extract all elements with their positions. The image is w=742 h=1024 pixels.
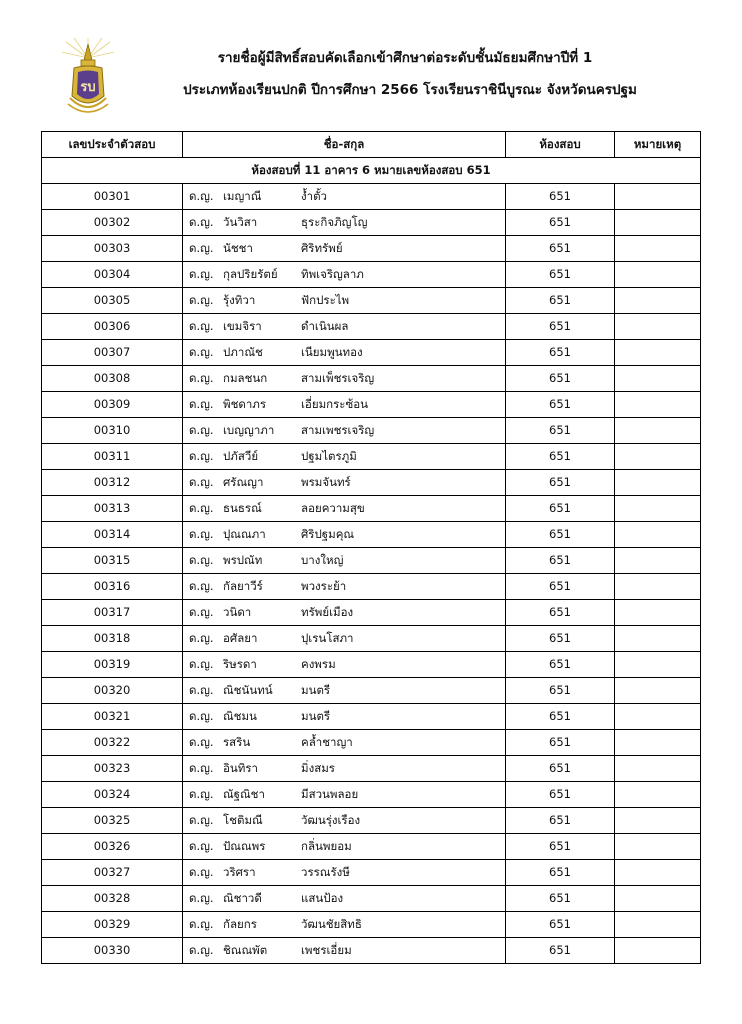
exam-id-cell: 00306 <box>42 314 183 340</box>
last-name: ทรัพย์เมือง <box>301 605 354 619</box>
exam-id-cell: 00323 <box>42 756 183 782</box>
name-prefix: ด.ญ. <box>189 683 214 697</box>
note-cell <box>615 470 701 496</box>
last-name: ลอยความสุข <box>301 501 365 515</box>
table-row <box>42 912 701 938</box>
table-row <box>42 236 701 262</box>
name-cell <box>183 860 506 886</box>
exam-id-cell: 00305 <box>42 288 183 314</box>
name-prefix: ด.ญ. <box>189 293 214 307</box>
table-row <box>42 652 701 678</box>
table-row <box>42 522 701 548</box>
exam-id-cell: 00317 <box>42 600 183 626</box>
table-row <box>42 340 701 366</box>
last-name: ปฐมไตรภูมิ <box>301 449 357 463</box>
table-row <box>42 548 701 574</box>
note-cell <box>615 938 701 964</box>
column-header-exam-id: เลขประจำตัวสอบ <box>42 132 183 158</box>
name-prefix: ด.ญ. <box>189 631 214 645</box>
last-name: ศิริทรัพย์ <box>301 241 343 255</box>
note-cell <box>615 730 701 756</box>
name-cell <box>183 262 506 288</box>
note-cell <box>615 236 701 262</box>
last-name: สามเพชรเจริญ <box>301 423 375 437</box>
table-header-row <box>42 132 701 158</box>
room-cell: 651 <box>506 574 615 600</box>
first-name: รุ้งทิวา <box>223 293 256 307</box>
note-cell <box>615 262 701 288</box>
name-prefix: ด.ญ. <box>189 423 214 437</box>
table-row <box>42 262 701 288</box>
table-row <box>42 600 701 626</box>
last-name: เอี่ยมกระซ้อน <box>301 397 369 411</box>
table-row <box>42 496 701 522</box>
first-name: เขมจิรา <box>223 319 262 333</box>
exam-id-cell: 00315 <box>42 548 183 574</box>
table-row <box>42 574 701 600</box>
name-prefix: ด.ญ. <box>189 605 214 619</box>
last-name: กลิ่นพยอม <box>301 839 352 853</box>
first-name: ปุณณภา <box>223 527 266 541</box>
first-name: ชิณณพัต <box>223 943 268 957</box>
last-name: ง้ำตั้ว <box>301 189 327 203</box>
note-cell <box>615 834 701 860</box>
name-cell <box>183 808 506 834</box>
note-cell <box>615 678 701 704</box>
exam-id-cell: 00319 <box>42 652 183 678</box>
note-cell <box>615 548 701 574</box>
name-cell <box>183 782 506 808</box>
note-cell <box>615 704 701 730</box>
first-name: ณิชนันทน์ <box>223 683 273 697</box>
first-name: วันวิสา <box>223 215 258 229</box>
last-name: เพชรเอี่ยม <box>301 943 352 957</box>
name-cell <box>183 938 506 964</box>
note-cell <box>615 808 701 834</box>
room-heading: ห้องสอบที่ 11 อาคาร 6 หมายเลขห้องสอบ 651 <box>42 158 701 184</box>
exam-id-cell: 00327 <box>42 860 183 886</box>
last-name: มนตรี <box>301 683 331 697</box>
last-name: คงพรม <box>301 657 336 671</box>
page-title: รายชื่อผู้มีสิทธิ์สอบคัดเลือกเข้าศึกษาต่อระดับชั้นมัธยมศึกษาปีที่ 1 <box>217 50 593 66</box>
exam-id-cell: 00318 <box>42 626 183 652</box>
exam-id-cell: 00322 <box>42 730 183 756</box>
room-cell: 651 <box>506 782 615 808</box>
last-name: มีสวนพลอย <box>301 787 359 801</box>
room-cell: 651 <box>506 392 615 418</box>
name-cell <box>183 210 506 236</box>
note-cell <box>615 288 701 314</box>
exam-id-cell: 00321 <box>42 704 183 730</box>
name-cell <box>183 366 506 392</box>
note-cell <box>615 444 701 470</box>
last-name: วัฒนชัยสิทธิ <box>301 917 362 931</box>
name-cell <box>183 392 506 418</box>
room-cell: 651 <box>506 340 615 366</box>
last-name: วรรณรังษี <box>301 865 350 879</box>
room-cell: 651 <box>506 626 615 652</box>
last-name: มิ่งสมร <box>301 761 335 775</box>
exam-id-cell: 00326 <box>42 834 183 860</box>
name-cell <box>183 756 506 782</box>
name-cell <box>183 652 506 678</box>
first-name: เมญาณี <box>223 189 262 203</box>
room-cell: 651 <box>506 808 615 834</box>
exam-id-cell: 00325 <box>42 808 183 834</box>
name-prefix: ด.ญ. <box>189 189 214 203</box>
name-cell <box>183 418 506 444</box>
name-prefix: ด.ญ. <box>189 891 214 905</box>
last-name: แสนป้อง <box>301 891 344 905</box>
first-name: กุลปริยรัตย์ <box>223 267 278 281</box>
last-name: ทิพเจริญลาภ <box>301 267 364 281</box>
last-name: บางใหญ่ <box>301 553 344 567</box>
first-name: วนิดา <box>223 605 252 619</box>
name-prefix: ด.ญ. <box>189 735 214 749</box>
name-cell <box>183 288 506 314</box>
name-cell <box>183 470 506 496</box>
first-name: ณิชาวดี <box>223 891 262 905</box>
name-prefix: ด.ญ. <box>189 371 214 385</box>
table-row <box>42 444 701 470</box>
name-prefix: ด.ญ. <box>189 839 214 853</box>
first-name: อินทิรา <box>223 761 258 775</box>
first-name: ณัฐณิชา <box>223 787 265 801</box>
first-name: ธนธรณ์ <box>223 501 262 515</box>
room-cell: 651 <box>506 236 615 262</box>
table-row <box>42 288 701 314</box>
first-name: ริษรดา <box>223 657 257 671</box>
roster-table <box>41 131 701 964</box>
name-cell <box>183 678 506 704</box>
note-cell <box>615 600 701 626</box>
room-cell: 651 <box>506 522 615 548</box>
name-prefix: ด.ญ. <box>189 475 214 489</box>
note-cell <box>615 574 701 600</box>
name-cell <box>183 912 506 938</box>
room-cell: 651 <box>506 262 615 288</box>
room-cell: 651 <box>506 184 615 210</box>
table-row <box>42 678 701 704</box>
room-cell: 651 <box>506 730 615 756</box>
note-cell <box>615 652 701 678</box>
name-prefix: ด.ญ. <box>189 709 214 723</box>
name-cell <box>183 444 506 470</box>
name-prefix: ด.ญ. <box>189 319 214 333</box>
first-name: เบญญาภา <box>223 423 275 437</box>
table-row <box>42 184 701 210</box>
name-prefix: ด.ญ. <box>189 787 214 801</box>
last-name: คล้ำชาญา <box>301 735 353 749</box>
first-name: นัชชา <box>223 241 253 255</box>
name-cell <box>183 496 506 522</box>
table-row <box>42 392 701 418</box>
last-name: พวงระย้า <box>301 579 347 593</box>
name-prefix: ด.ญ. <box>189 241 214 255</box>
room-cell: 651 <box>506 912 615 938</box>
room-cell: 651 <box>506 418 615 444</box>
last-name: สามเพ็ชรเจริญ <box>301 371 375 385</box>
column-header-note: หมายเหตุ <box>615 132 701 158</box>
last-name: มนตรี <box>301 709 331 723</box>
room-cell: 651 <box>506 834 615 860</box>
name-prefix: ด.ญ. <box>189 527 214 541</box>
table-row <box>42 210 701 236</box>
exam-id-cell: 00302 <box>42 210 183 236</box>
room-cell: 651 <box>506 288 615 314</box>
first-name: กัลยกร <box>223 917 257 931</box>
note-cell <box>615 496 701 522</box>
name-prefix: ด.ญ. <box>189 579 214 593</box>
first-name: อศัลยา <box>223 631 258 645</box>
note-cell <box>615 886 701 912</box>
note-cell <box>615 756 701 782</box>
name-cell <box>183 626 506 652</box>
exam-id-cell: 00329 <box>42 912 183 938</box>
note-cell <box>615 522 701 548</box>
last-name: วัฒนรุ่งเรือง <box>301 813 361 827</box>
table-row <box>42 860 701 886</box>
last-name: ดำเนินผล <box>301 319 349 333</box>
exam-id-cell: 00309 <box>42 392 183 418</box>
room-cell: 651 <box>506 938 615 964</box>
exam-id-cell: 00308 <box>42 366 183 392</box>
name-cell <box>183 730 506 756</box>
name-cell <box>183 574 506 600</box>
name-prefix: ด.ญ. <box>189 345 214 359</box>
first-name: พรปณัท <box>223 553 263 567</box>
exam-id-cell: 00316 <box>42 574 183 600</box>
note-cell <box>615 392 701 418</box>
table-row <box>42 366 701 392</box>
room-cell: 651 <box>506 886 615 912</box>
room-cell: 651 <box>506 366 615 392</box>
first-name: ปัณณพร <box>223 839 266 853</box>
name-cell <box>183 834 506 860</box>
room-heading-row <box>42 158 701 184</box>
exam-id-cell: 00328 <box>42 886 183 912</box>
column-header-name: ชื่อ-สกุล <box>183 132 506 158</box>
table-row <box>42 834 701 860</box>
table-row <box>42 704 701 730</box>
note-cell <box>615 626 701 652</box>
name-prefix: ด.ญ. <box>189 761 214 775</box>
note-cell <box>615 418 701 444</box>
name-prefix: ด.ญ. <box>189 267 214 281</box>
exam-id-cell: 00312 <box>42 470 183 496</box>
first-name: โชติมณี <box>223 813 263 827</box>
first-name: ปภัสวีย์ <box>223 449 259 463</box>
name-prefix: ด.ญ. <box>189 397 214 411</box>
table-row <box>42 756 701 782</box>
first-name: วริศรา <box>223 865 256 879</box>
table-row <box>42 782 701 808</box>
name-prefix: ด.ญ. <box>189 917 214 931</box>
page-subtitle: ประเภทห้องเรียนปกติ ปีการศึกษา 2566 โรงเรียนราชินีบูรณะ จังหวัดนครปฐม <box>183 82 637 98</box>
last-name: พรมจันทร์ <box>301 475 351 489</box>
name-cell <box>183 184 506 210</box>
exam-id-cell: 00301 <box>42 184 183 210</box>
exam-id-cell: 00307 <box>42 340 183 366</box>
room-cell: 651 <box>506 678 615 704</box>
note-cell <box>615 340 701 366</box>
table-row <box>42 470 701 496</box>
name-cell <box>183 522 506 548</box>
room-cell: 651 <box>506 548 615 574</box>
name-prefix: ด.ญ. <box>189 215 214 229</box>
room-cell: 651 <box>506 860 615 886</box>
name-prefix: ด.ญ. <box>189 943 214 957</box>
note-cell <box>615 314 701 340</box>
first-name: กมลชนก <box>223 371 268 385</box>
first-name: พิชดาภร <box>223 397 267 411</box>
column-header-room: ห้องสอบ <box>506 132 615 158</box>
exam-id-cell: 00330 <box>42 938 183 964</box>
name-prefix: ด.ญ. <box>189 657 214 671</box>
table-row <box>42 626 701 652</box>
room-cell: 651 <box>506 470 615 496</box>
name-prefix: ด.ญ. <box>189 865 214 879</box>
name-prefix: ด.ญ. <box>189 501 214 515</box>
room-cell: 651 <box>506 704 615 730</box>
note-cell <box>615 366 701 392</box>
table-row <box>42 886 701 912</box>
name-cell <box>183 704 506 730</box>
room-cell: 651 <box>506 314 615 340</box>
name-cell <box>183 548 506 574</box>
room-cell: 651 <box>506 652 615 678</box>
note-cell <box>615 210 701 236</box>
last-name: ปุเรนโสภา <box>301 631 354 645</box>
room-cell: 651 <box>506 756 615 782</box>
name-cell <box>183 600 506 626</box>
name-cell <box>183 314 506 340</box>
first-name: กัลยาวีร์ <box>223 579 263 593</box>
exam-id-cell: 00313 <box>42 496 183 522</box>
name-cell <box>183 886 506 912</box>
note-cell <box>615 184 701 210</box>
first-name: รสริน <box>223 735 251 749</box>
table-row <box>42 730 701 756</box>
room-cell: 651 <box>506 444 615 470</box>
exam-id-cell: 00324 <box>42 782 183 808</box>
first-name: ปภาณัช <box>223 345 263 359</box>
table-row <box>42 808 701 834</box>
exam-id-cell: 00304 <box>42 262 183 288</box>
note-cell <box>615 912 701 938</box>
first-name: ณิชมน <box>223 709 257 723</box>
last-name: ฟักประไพ <box>301 293 350 307</box>
room-cell: 651 <box>506 210 615 236</box>
name-prefix: ด.ญ. <box>189 813 214 827</box>
exam-id-cell: 00314 <box>42 522 183 548</box>
name-prefix: ด.ญ. <box>189 449 214 463</box>
first-name: ศรัณญา <box>223 475 264 489</box>
name-cell <box>183 236 506 262</box>
name-cell <box>183 340 506 366</box>
exam-id-cell: 00310 <box>42 418 183 444</box>
exam-id-cell: 00303 <box>42 236 183 262</box>
room-cell: 651 <box>506 600 615 626</box>
last-name: เนียมพูนทอง <box>301 345 363 359</box>
last-name: ธุระกิจภิญโญ <box>301 215 368 229</box>
exam-id-cell: 00311 <box>42 444 183 470</box>
svg-text:รบ: รบ <box>80 80 96 95</box>
name-prefix: ด.ญ. <box>189 553 214 567</box>
exam-id-cell: 00320 <box>42 678 183 704</box>
note-cell <box>615 782 701 808</box>
table-row <box>42 418 701 444</box>
table-row <box>42 938 701 964</box>
table-row <box>42 314 701 340</box>
room-cell: 651 <box>506 496 615 522</box>
note-cell <box>615 860 701 886</box>
last-name: ศิริปฐมคุณ <box>301 527 355 541</box>
school-emblem-icon <box>60 38 116 118</box>
